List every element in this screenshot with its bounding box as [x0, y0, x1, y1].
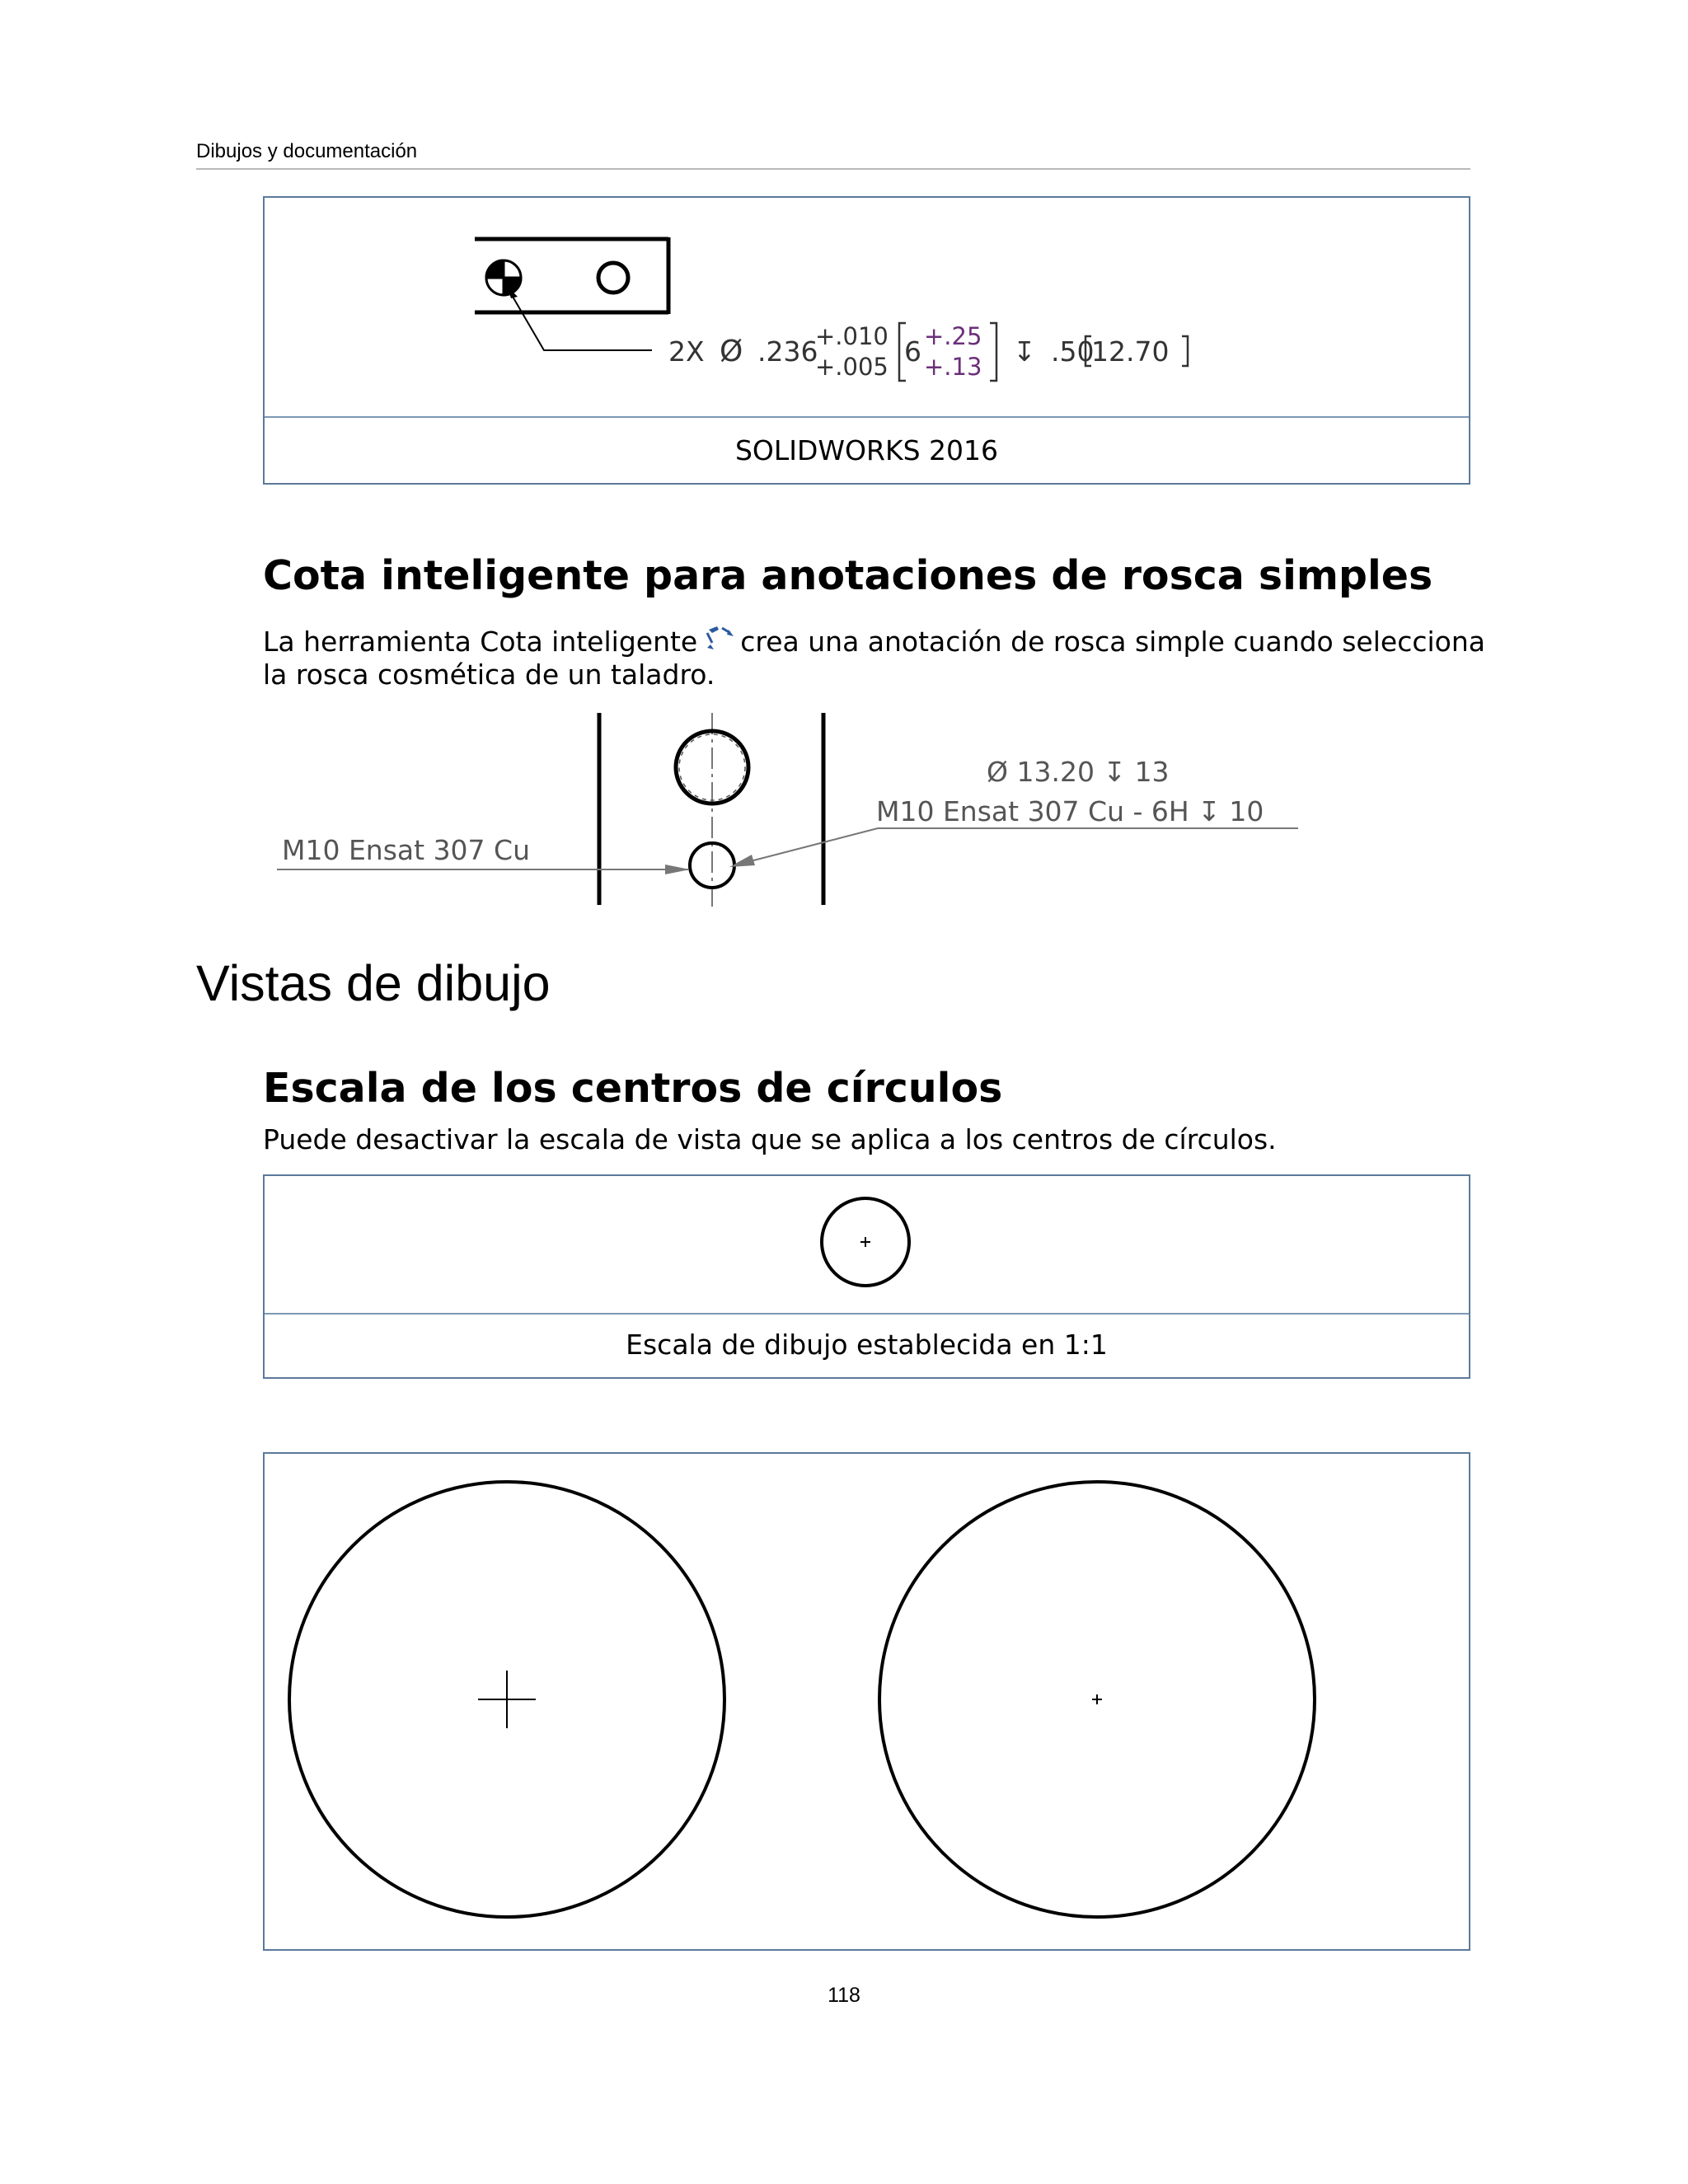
right-thread-line-1: Ø 13.20 ↧ 13	[987, 756, 1170, 788]
figure-3-caption: Escala de dibujo establecida en 1:1	[626, 1329, 1108, 1361]
hole-callout-drawing	[265, 198, 1469, 416]
callout-value: .236	[757, 335, 818, 368]
tolerance-minus: +.005	[815, 353, 889, 381]
depth-bracket-close	[1182, 336, 1188, 366]
alt-tolerance-plus: +.25	[924, 322, 982, 350]
alt-bracket-close	[990, 323, 996, 381]
smart-dimension-icon	[704, 625, 737, 653]
center-mark-comparison-drawing	[265, 1454, 1469, 1949]
figure-1-caption: SOLIDWORKS 2016	[734, 434, 999, 466]
selected-hole	[486, 260, 521, 295]
depth-symbol: ↧	[1013, 335, 1036, 368]
depth-alt-value: 12.70	[1091, 335, 1170, 368]
alt-value: 6	[904, 335, 921, 368]
paragraph-text-before-icon: La herramienta Cota inteligente	[263, 626, 698, 658]
leader-line	[509, 291, 652, 350]
section-heading-smart-dimension: Cota inteligente para anotaciones de rosca simples	[263, 552, 1433, 599]
alt-tolerance-minus: +.13	[924, 353, 982, 381]
section-heading-center-mark-scale: Escala de los centros de círculos	[263, 1065, 1003, 1112]
figure-1-box	[263, 196, 1470, 485]
right-thread-line-2: M10 Ensat 307 Cu - 6H ↧ 10	[876, 795, 1264, 827]
figure-3-divider	[265, 1313, 1469, 1315]
paragraph-line-2: la rosca cosmética de un taladro.	[263, 658, 715, 691]
left-leader-arrow	[665, 865, 690, 874]
smart-dimension-paragraph	[263, 625, 1485, 691]
diameter-symbol: Ø	[720, 335, 743, 368]
figure-4-box	[263, 1452, 1470, 1951]
section-heading-drawing-views: Vistas de dibujo	[196, 955, 551, 1011]
figure-1-divider	[265, 416, 1469, 418]
paragraph-line-1	[263, 625, 1485, 658]
header-rule	[196, 168, 1470, 170]
page-number: 118	[828, 1984, 860, 2007]
callout-count: 2X	[668, 335, 705, 368]
scale-1-1-drawing	[265, 1176, 1469, 1313]
hole-2	[598, 263, 628, 293]
center-mark-paragraph: Puede desactivar la escala de vista que se aplica a los centros de círculos.	[263, 1123, 1277, 1155]
tolerance-plus: +.010	[815, 322, 889, 350]
running-head: Dibujos y documentación	[196, 140, 418, 162]
left-thread-label: M10 Ensat 307 Cu	[282, 834, 530, 866]
paragraph-text-after-icon: crea una anotación de rosca simple cuando selecciona	[740, 626, 1485, 658]
figure-3-box	[263, 1174, 1470, 1379]
right-leader-diagonal	[734, 828, 878, 865]
depth-value: .50	[1051, 335, 1095, 368]
thread-annotation-drawing	[263, 709, 1351, 915]
